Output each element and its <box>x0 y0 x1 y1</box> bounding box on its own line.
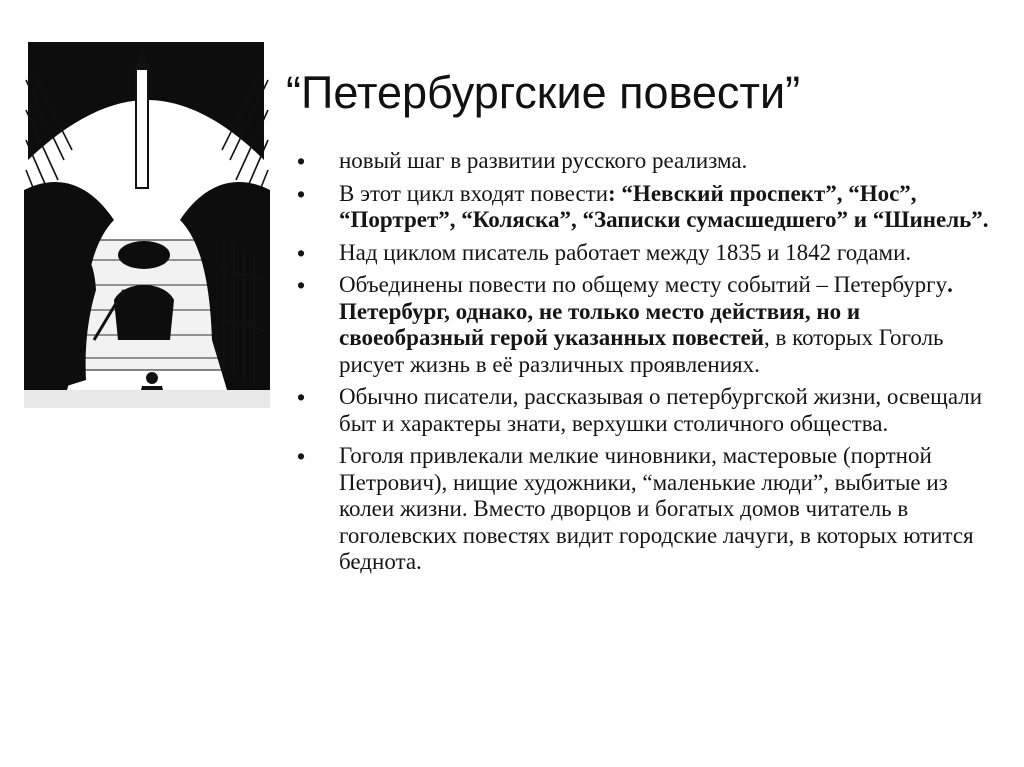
bullet-item <box>294 181 994 234</box>
bullet-item <box>294 272 994 378</box>
bullet-marker: • <box>297 272 306 298</box>
bullet-marker: • <box>297 148 306 174</box>
bullet-text: Обычно писатели, рассказывая о петербургской жизни, освещали быт и характеры знати, верхушки столичного общества. <box>339 384 983 436</box>
bullet-marker: • <box>297 443 306 469</box>
bullet-text-bold: : “Невский проспект”, “Нос”, “Портрет”, “Коляска”, “Записки сумасшедшего” и “Шинель”. <box>339 180 989 232</box>
bullet-list <box>294 148 994 582</box>
bullet-text: Над циклом писатель работает между 1835 и 1842 годами. <box>339 239 912 265</box>
bullet-text-bold: . Петербург, однако, не только место действия, но и своеобразный герой указанных повестей <box>339 272 953 350</box>
bullet-text: , в которых Гоголь рисует жизнь в её различных проявлениях. <box>339 325 944 377</box>
bullet-item <box>294 148 994 175</box>
bullet-text: Объединены повести по общему месту событий – Петербургу <box>339 272 948 297</box>
bullet-item <box>294 384 994 437</box>
bullet-item <box>294 240 994 267</box>
petersburg-street-ink-illustration-icon <box>24 40 270 408</box>
bullet-text: Гоголя привлекали мелкие чиновники, мастеровые (портной Петрович), нищие художники, “маленькие люди”, выбитые из колеи жизни. Вместо дворцов и богатых домов читатель в гоголевских повестях видит городские лачуги, в которых ютится беднота. <box>339 443 974 574</box>
bullet-marker: • <box>297 384 306 410</box>
bullet-marker: • <box>297 180 306 207</box>
bullet-text: В этот цикл входят повести <box>339 180 609 206</box>
slide-title: “Петербургские повести” <box>286 67 801 118</box>
bullet-marker: • <box>297 239 306 266</box>
bullet-item <box>294 443 994 576</box>
bullet-text: новый шаг в развитии русского реализма. <box>339 148 748 173</box>
